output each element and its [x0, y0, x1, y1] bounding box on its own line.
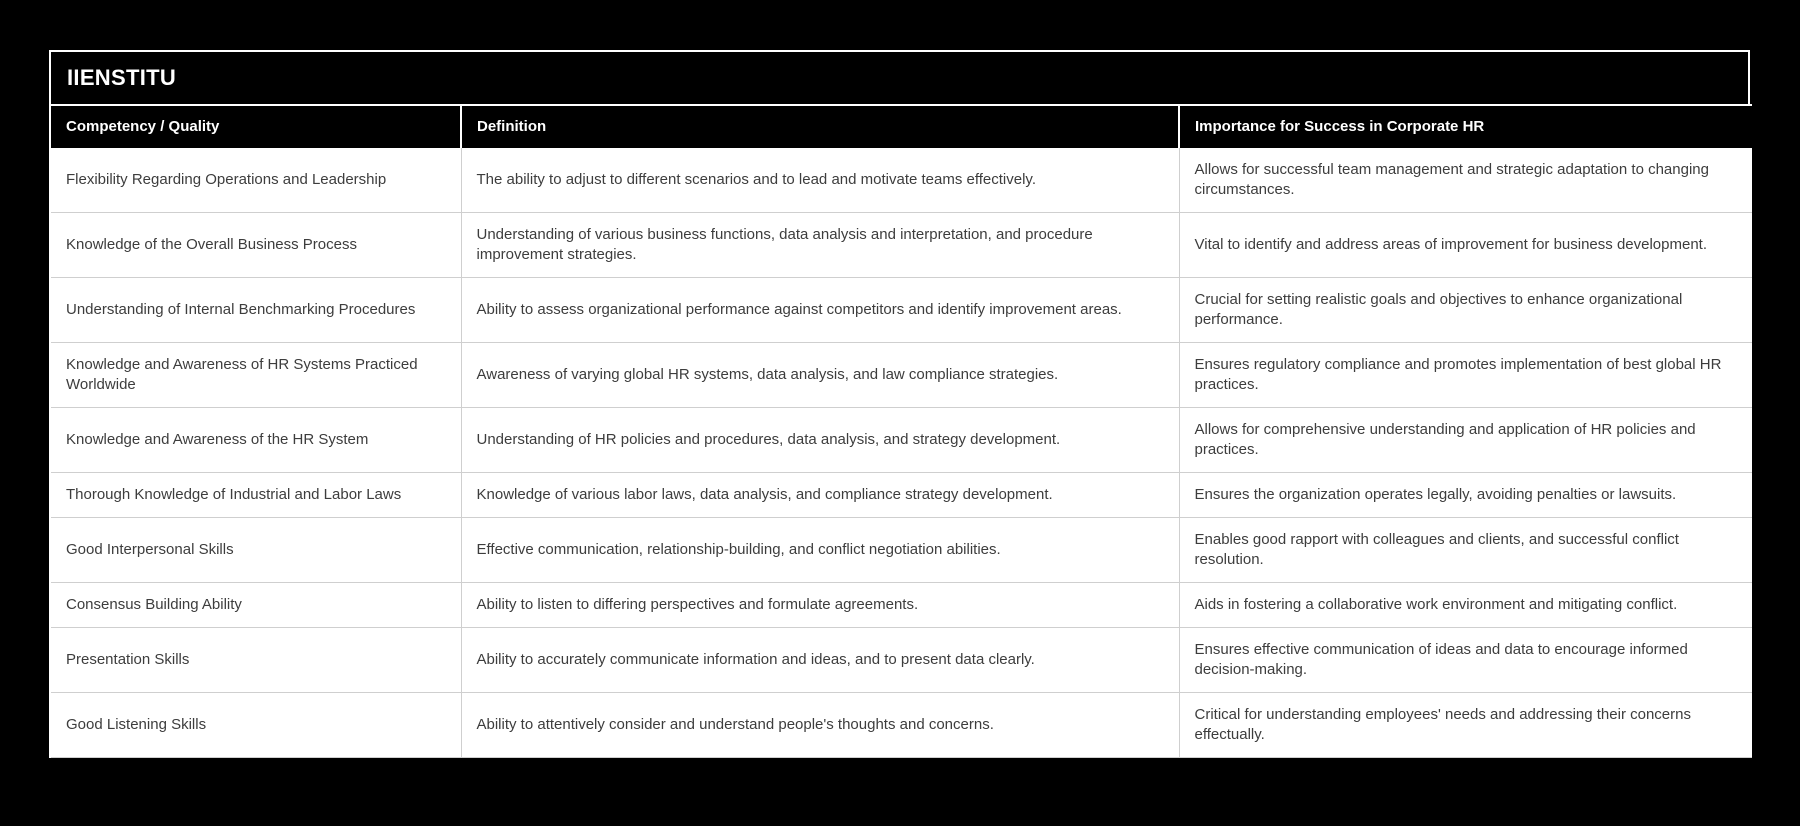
- table-row: [51, 518, 1752, 583]
- competency-cell: Knowledge and Awareness of the HR System: [51, 408, 461, 473]
- definition-cell: Effective communication, relationship-building, and conflict negotiation abilities.: [461, 518, 1179, 583]
- column-header-importance: Importance for Success in Corporate HR: [1179, 105, 1752, 148]
- importance-cell: Allows for comprehensive understanding and application of HR policies and practices.: [1179, 408, 1752, 473]
- column-header-definition: Definition: [461, 105, 1179, 148]
- definition-cell: Knowledge of various labor laws, data analysis, and compliance strategy development.: [461, 473, 1179, 518]
- definition-cell: Understanding of various business functions, data analysis and interpretation, and procedure improvement strategies.: [461, 213, 1179, 278]
- competency-table-card: [49, 50, 1750, 758]
- table-row: [51, 693, 1752, 758]
- definition-cell: Ability to listen to differing perspectives and formulate agreements.: [461, 583, 1179, 628]
- definition-cell: The ability to adjust to different scenarios and to lead and motivate teams effectively.: [461, 148, 1179, 213]
- column-header-competency: Competency / Quality: [51, 105, 461, 148]
- definition-cell: Awareness of varying global HR systems, data analysis, and law compliance strategies.: [461, 343, 1179, 408]
- competency-cell: Understanding of Internal Benchmarking Procedures: [51, 278, 461, 343]
- table-row: [51, 583, 1752, 628]
- definition-cell: Ability to accurately communicate information and ideas, and to present data clearly.: [461, 628, 1179, 693]
- importance-cell: Ensures the organization operates legally, avoiding penalties or lawsuits.: [1179, 473, 1752, 518]
- importance-cell: Enables good rapport with colleagues and clients, and successful conflict resolution.: [1179, 518, 1752, 583]
- competency-cell: Consensus Building Ability: [51, 583, 461, 628]
- competency-cell: Presentation Skills: [51, 628, 461, 693]
- table-row: [51, 148, 1752, 213]
- competency-cell: Good Listening Skills: [51, 693, 461, 758]
- table-row: [51, 213, 1752, 278]
- table-row: [51, 278, 1752, 343]
- table-row: [51, 473, 1752, 518]
- definition-cell: Understanding of HR policies and procedures, data analysis, and strategy development.: [461, 408, 1179, 473]
- importance-cell: Ensures regulatory compliance and promotes implementation of best global HR practices.: [1179, 343, 1752, 408]
- importance-cell: Crucial for setting realistic goals and objectives to enhance organizational performance.: [1179, 278, 1752, 343]
- table-header-row: [51, 105, 1752, 148]
- competency-cell: Flexibility Regarding Operations and Leadership: [51, 148, 461, 213]
- table-row: [51, 343, 1752, 408]
- definition-cell: Ability to assess organizational performance against competitors and identify improvement areas.: [461, 278, 1179, 343]
- importance-cell: Allows for successful team management and strategic adaptation to changing circumstances.: [1179, 148, 1752, 213]
- brand-title: IIENSTITU: [67, 65, 177, 90]
- importance-cell: Aids in fostering a collaborative work environment and mitigating conflict.: [1179, 583, 1752, 628]
- table-row: [51, 408, 1752, 473]
- competency-table: [51, 104, 1752, 758]
- definition-cell: Ability to attentively consider and understand people's thoughts and concerns.: [461, 693, 1179, 758]
- competency-cell: Knowledge of the Overall Business Process: [51, 213, 461, 278]
- competency-cell: Knowledge and Awareness of HR Systems Practiced Worldwide: [51, 343, 461, 408]
- importance-cell: Ensures effective communication of ideas and data to encourage informed decision-making.: [1179, 628, 1752, 693]
- importance-cell: Vital to identify and address areas of improvement for business development.: [1179, 213, 1752, 278]
- importance-cell: Critical for understanding employees' needs and addressing their concerns effectually.: [1179, 693, 1752, 758]
- table-row: [51, 628, 1752, 693]
- competency-cell: Good Interpersonal Skills: [51, 518, 461, 583]
- competency-cell: Thorough Knowledge of Industrial and Labor Laws: [51, 473, 461, 518]
